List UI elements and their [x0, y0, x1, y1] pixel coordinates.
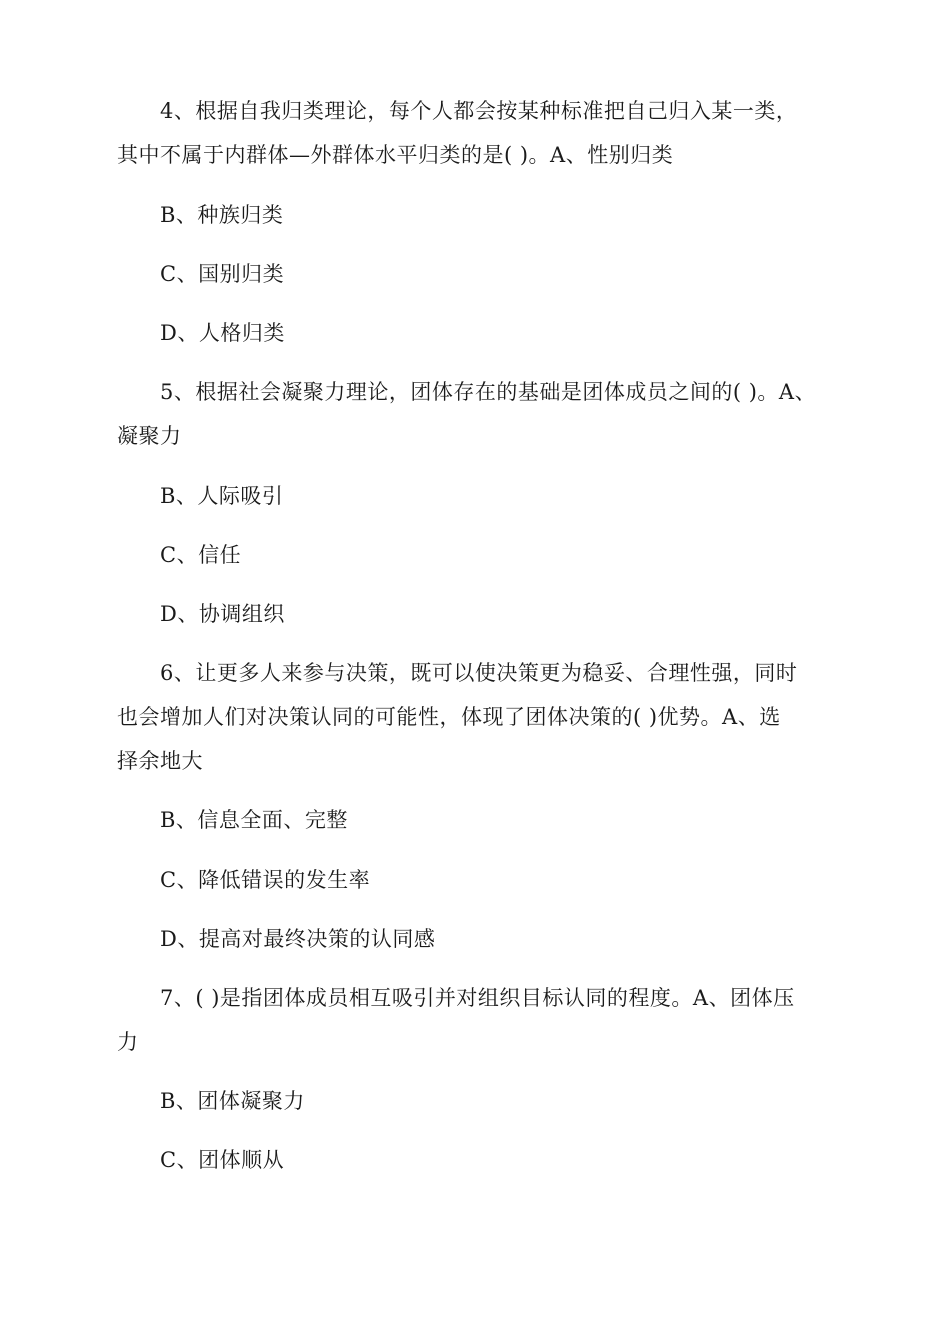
question-5-line-1: 5、根据社会凝聚力理论，团体存在的基础是团体成员之间的( )。A、	[160, 380, 817, 404]
question-5-option-c: C、信任	[160, 543, 242, 567]
question-7-line-1: 7、( )是指团体成员相互吸引并对组织目标认同的程度。A、团体压	[160, 986, 795, 1010]
question-7-option-b: B、团体凝聚力	[160, 1089, 305, 1113]
question-6-option-d: D、提高对最终决策的认同感	[160, 927, 436, 951]
question-6-line-1: 6、让更多人来参与决策，既可以使决策更为稳妥、合理性强，同时	[160, 661, 798, 685]
question-4-option-b: B、种族归类	[160, 203, 284, 227]
question-7-line-2: 力	[117, 1030, 139, 1054]
question-6-line-2: 也会增加人们对决策认同的可能性，体现了团体决策的( )优势。A、选	[117, 705, 781, 729]
question-4-option-c: C、国别归类	[160, 262, 285, 286]
question-4-line-2: 其中不属于内群体—外群体水平归类的是( )。A、性别归类	[117, 143, 674, 167]
question-4-option-d: D、人格归类	[160, 321, 285, 345]
question-5-line-2: 凝聚力	[117, 424, 182, 448]
question-6-option-b: B、信息全面、完整	[160, 808, 348, 832]
question-6-option-c: C、降低错误的发生率	[160, 868, 371, 892]
question-5-option-b: B、人际吸引	[160, 484, 284, 508]
question-5-option-d: D、协调组织	[160, 602, 285, 626]
question-6-line-3: 择余地大	[117, 749, 203, 773]
question-7-option-c: C、团体顺从	[160, 1148, 285, 1172]
question-4-line-1: 4、根据自我归类理论，每个人都会按某种标准把自己归入某一类，	[160, 99, 798, 123]
